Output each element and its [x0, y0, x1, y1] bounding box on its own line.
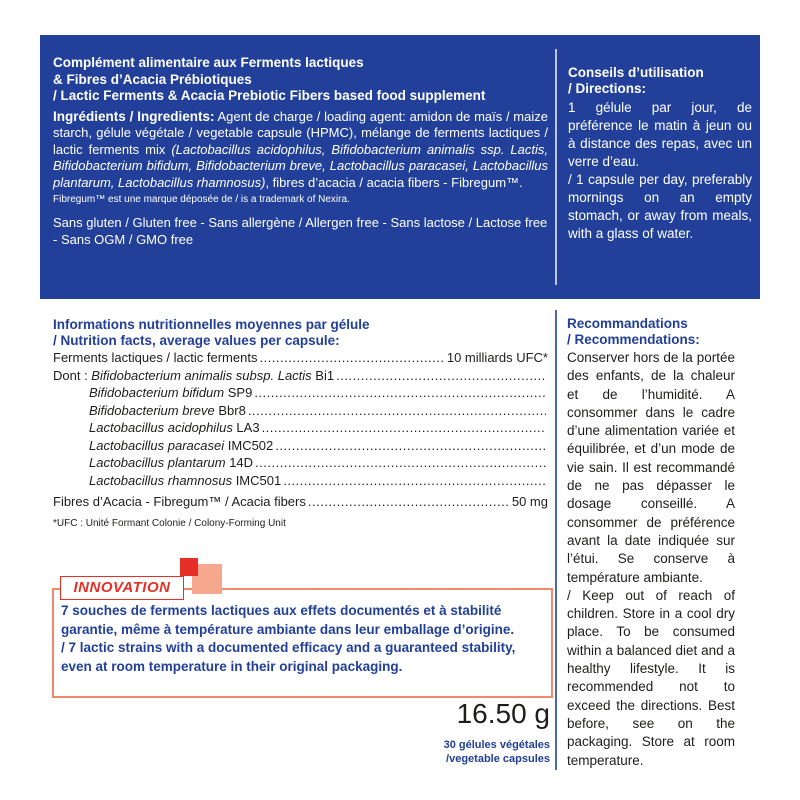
- directions-heading: [568, 65, 752, 97]
- directions-heading-1: Conseils d’utilisation: [568, 65, 704, 80]
- capsule-count-fr: 30 gélules végétales: [443, 739, 550, 751]
- ingredients-strains: (Lactobacillus acidophilus, Bifidobacterium animalis ssp. Lactis, Bifidobacterium bifidum, Bifidobacterium breve, Lactobacillus paracasei, Lactobacillus plantarum, Lactobacillus rhamnosus): [53, 141, 548, 190]
- directions-section: [568, 65, 752, 243]
- fibres-label: Fibres d’Acacia - Fibregum™ / Acacia fibers: [53, 494, 306, 509]
- strain-row: [53, 367, 548, 385]
- strain-label: [89, 472, 281, 490]
- nutrition-heading-1: Informations nutritionnelles moyennes par gélule: [53, 317, 370, 332]
- column-divider: [555, 310, 557, 770]
- strain-name: Lactobacillus plantarum: [89, 455, 226, 470]
- fibres-value: 50 mg: [511, 494, 548, 509]
- strain-code: SP9: [224, 385, 253, 400]
- strain-label: [89, 437, 273, 455]
- nutrition-heading: [53, 317, 548, 349]
- leader-dots: [308, 493, 510, 511]
- leader-dots: [336, 367, 546, 385]
- dont-label: Dont :: [53, 367, 92, 383]
- title-line-1: Complément alimentaire aux Ferments lactiques: [53, 55, 364, 70]
- recommendations-text-fr: Conserver hors de la portée des enfants, de la chaleur et de l’humidité. A consommer dans le cadre d’une alimentation variée et équilibrée, et d’un mode de vie sain. Il est recommandé de ne pas dépasser le dosage conseillé. A consommer de préférence avant la date indiquée sur l’étui. Se conserve à température ambiante.: [567, 350, 735, 585]
- nutrition-heading-2: / Nutrition facts, average values per capsule:: [53, 333, 340, 348]
- capsule-count: [400, 738, 550, 766]
- leader-dots: [283, 472, 546, 490]
- recommendations-text-en: / Keep out of reach of children. Store in a cool dry place. To be consumed within a balanced diet and a healthy lifestyle. It is recommended not to exceed the directions. Best before, see on the packaging. Store at room temperature.: [567, 587, 735, 768]
- strain-row: [53, 384, 548, 402]
- leader-dots: [275, 437, 546, 455]
- strain-code: IMC502: [224, 437, 274, 453]
- strain-row: [53, 472, 548, 490]
- ferments-value: 10 milliards UFC*: [446, 350, 548, 365]
- recommendations-heading-1: Recommandations: [567, 316, 688, 331]
- directions-heading-2: / Directions:: [568, 81, 647, 96]
- strain-name: Lactobacillus rhamnosus: [89, 472, 233, 488]
- strain-label: [53, 367, 334, 385]
- decorative-square-red: [180, 558, 198, 576]
- leader-dots: [255, 454, 546, 472]
- strain-row: [53, 437, 548, 455]
- strain-code: 14D: [225, 455, 254, 470]
- ingredients-part-1: Agent de charge / loading agent: amidon de maïs / maize starch, gélule végétale / vegetable capsule (HPMC), mélange de ferments lactiques / lactic ferments mix: [53, 108, 548, 157]
- leader-dots: [262, 419, 546, 437]
- leader-dots: [254, 384, 546, 402]
- strain-name: Lactobacillus acidophilus: [89, 420, 233, 435]
- strain-label: [89, 419, 260, 437]
- strain-label: [89, 402, 246, 420]
- recommendations-heading: [567, 316, 735, 348]
- strain-code: Bi1: [311, 367, 335, 383]
- strain-name: Bifidobacterium bifidum: [89, 385, 225, 400]
- trademark-note: Fibregum™ est une marque déposée de / is a trademark of Nexira.: [53, 194, 350, 205]
- title-line-2: & Fibres d’Acacia Prébiotiques: [53, 71, 252, 87]
- strain-name: Lactobacillus paracasei: [89, 437, 225, 453]
- strain-code: LA3: [232, 420, 260, 435]
- innovation-text-fr: 7 souches de ferments lactiques aux effets documentés et à stabilité garantie, même à température ambiante dans leur emballage d’origine.: [61, 603, 515, 637]
- strain-code: IMC501: [232, 472, 282, 488]
- capsule-count-en: /vegetable capsules: [446, 753, 550, 765]
- nutrition-facts: [53, 317, 548, 529]
- innovation-text-en: / 7 lactic strains with a documented efficacy and a guaranteed stability, even at room temperature in their original packaging.: [61, 640, 516, 674]
- leader-dots: [248, 402, 546, 420]
- ingredients-text: [53, 109, 548, 192]
- free-from-statement: Sans gluten / Gluten free - Sans allergène / Allergen free - Sans lactose / Lactose free - Sans OGM / GMO free: [53, 215, 548, 247]
- strain-name: Bifidobacterium animalis subsp. Lactis: [91, 367, 312, 383]
- strain-row: [53, 402, 548, 420]
- directions-text-en: / 1 capsule per day, preferably mornings on an empty stomach, or away from meals, with a glass of water.: [568, 172, 752, 241]
- fibres-row: [53, 493, 548, 511]
- directions-text-fr: 1 gélule par jour, de préférence le matin à jeun ou à distance des repas, avec un verre d’eau.: [568, 100, 752, 169]
- ingredients-label: Ingrédients / Ingredients:: [53, 108, 215, 124]
- innovation-tag: INNOVATION: [60, 576, 184, 600]
- top-info-band: [40, 35, 760, 299]
- recommendations-section: [567, 316, 735, 770]
- strain-row: [53, 419, 548, 437]
- leader-dots: [259, 349, 444, 367]
- ferments-label: Ferments lactiques / lactic ferments: [53, 350, 258, 365]
- strain-label: [89, 384, 252, 402]
- ingredients-part-2: , fibres d’acacia / acacia fibers - Fibregum™.: [265, 174, 523, 190]
- ufc-footnote: *UFC : Unité Formant Colonie / Colony-Forming Unit: [53, 517, 286, 529]
- strain-label: [89, 454, 253, 472]
- strain-code: Bbr8: [214, 402, 246, 418]
- innovation-text: [61, 602, 546, 676]
- recommendations-heading-2: / Recommendations:: [567, 332, 700, 347]
- band-divider: [555, 49, 557, 285]
- strain-name: Bifidobacterium breve: [89, 402, 215, 418]
- product-description: [53, 55, 548, 248]
- ferments-row: [53, 349, 548, 367]
- strain-row: [53, 454, 548, 472]
- net-weight: 16.50 g: [456, 698, 550, 729]
- product-title: [53, 55, 548, 105]
- title-line-3: / Lactic Ferments & Acacia Prebiotic Fibers based food supplement: [53, 88, 486, 103]
- innovation-callout: [52, 558, 552, 698]
